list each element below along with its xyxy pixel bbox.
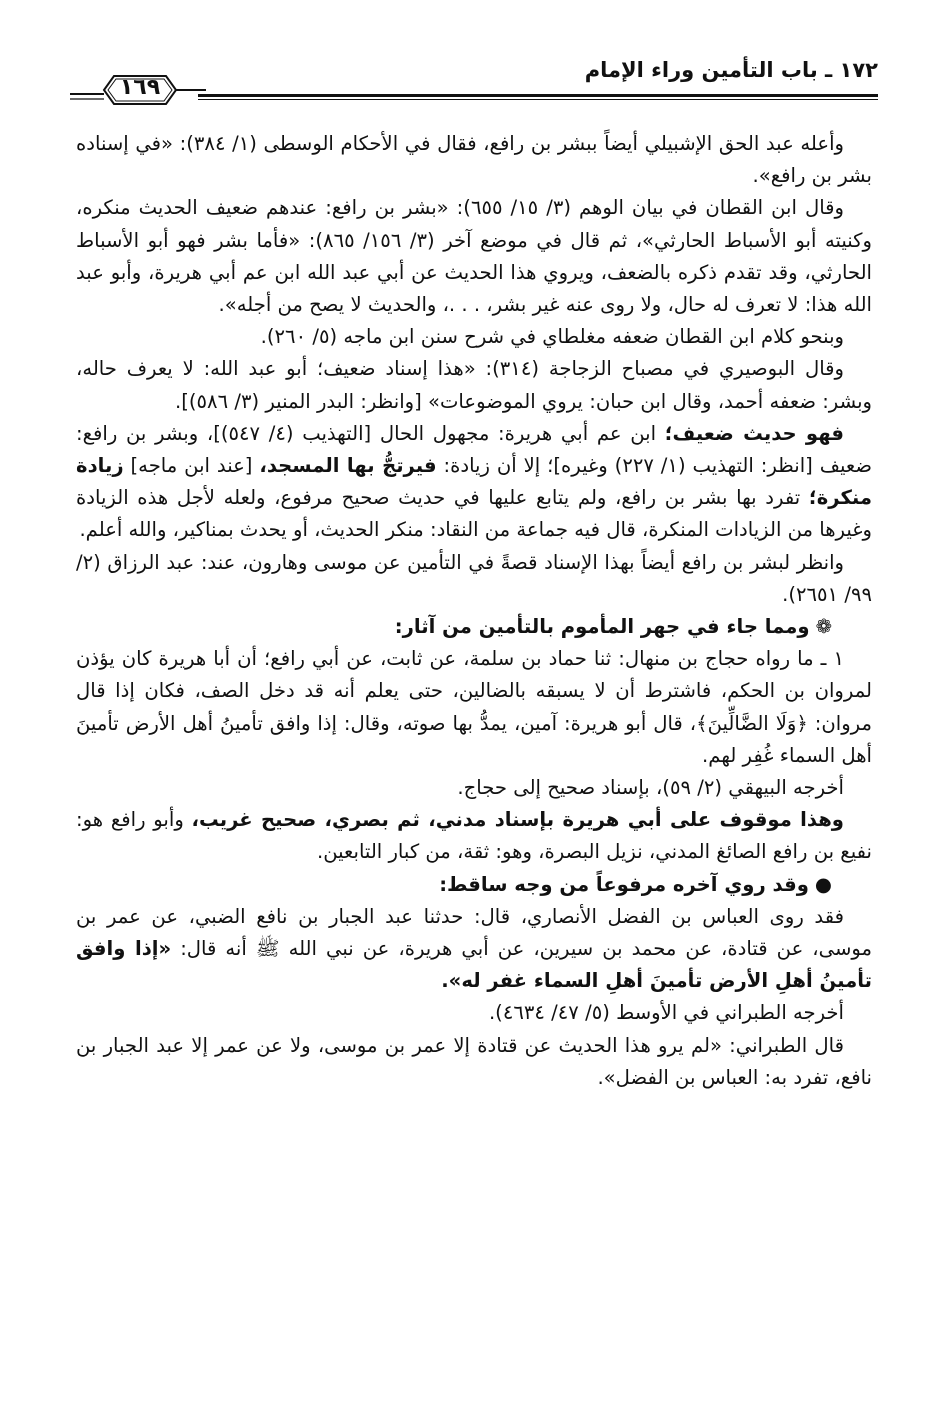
bold-phrase: زيادة منكرة؛ (76, 454, 872, 510)
text-run: ابن عم أبي هريرة: مجهول الحال [التهذيب (٤/ ٥٤٧)]، وبشر بن رافع: ضعيف [انظر: التهذيب (١/ ٢٢٧) وغيره]؛ إلا أن زيادة: (76, 421, 872, 478)
paragraph-verdict (76, 418, 872, 547)
header-rule-thin (198, 99, 878, 100)
paragraph: أخرجه الطبراني في الأوسط (٥/ ٤٧/ ٤٦٣٤). (488, 1001, 844, 1025)
paragraph: ١ ـ ما رواه حجاج بن منهال: ثنا حماد بن سلمة، عن ثابت، عن أبي رافع؛ أن أبا هريرة كان يؤذن لمروان بن الحكم، فاشترط أن لا يسبقه بالضالين، حتى يعلم أنه قد دخل الصف، فكان إذا قال مروان: ﴿وَلَا الضَّالِّينَ﴾، قال أبو هريرة: آمين، يمدُّ بها صوته، وقال: إذا وافق تأمينُ أهل الأرض تأمينَ أهل السماء غُفِر لهم. (76, 647, 872, 767)
paragraph: وقال ابن القطان في بيان الوهم (٣/ ١٥/ ٦٥٥): «بشر بن رافع: عندهم ضعيف الحديث منكره، وكنيته أبو الأسباط الحارثي»، ثم قال في موضع آخر (٣/ ١٥٦/ ٨٦٥): «فأما بشر فهو أبو الأسباط الحارثي، وقد تقدم ذكره بالضعف، ويروي هذا الحديث عن أبي عبد الله ابن عم أبي هريرة، وأبو عبد الله هذا: لا تعرف له حال، ولا روى عنه غير بشر، . . .، والحديث لا يصح من أجله». (76, 196, 872, 317)
bullet-icon: ● (814, 872, 832, 896)
running-title: ١٧٢ ـ باب التأمين وراء الإمام (584, 58, 878, 82)
paragraph: وقال البوصيري في مصباح الزجاجة (٣١٤): «هذا إسناد ضعيف؛ أبو عبد الله: لا يعرف حاله، وبشر: ضعفه أحمد، وقال ابن حبان: يروي الموضوعات» [وانظر: البدر المنير (٣/ ٥٨٦)]. (76, 357, 872, 413)
header-rule (198, 94, 878, 97)
paragraph: قال الطبراني: «لم يرو هذا الحديث عن قتادة إلا عمر بن موسى، ولا عن عمر إلا عبد الجبار بن نافع، تفرد به: العباس بن الفضل». (76, 1033, 872, 1089)
heading-text: وقد روي آخره مرفوعاً من وجه ساقط: (439, 872, 809, 896)
paragraph: وبنحو كلام ابن القطان ضعفه مغلطاي في شرح سنن ابن ماجه (٥/ ٢٦٠). (260, 325, 844, 349)
main-text (76, 128, 872, 1094)
page-number-ornament (70, 72, 206, 106)
heading-text: ومما جاء في جهر المأموم بالتأمين من آثار: (394, 615, 810, 639)
bold-phrase: «إذا وافق تأمينُ أهلِ الأرض تأمينَ أهلِ السماء غفر له». (76, 937, 872, 993)
page-header (70, 54, 878, 98)
paragraph-verdict (76, 804, 872, 868)
text-run: تفرد بها بشر بن رافع، ولم يتابع عليها في حديث صحيح مرفوع، ولعله لأجل هذه الزيادة وغيرها من الزيادات المنكرة، قال فيه جماعة من النقاد: منكر الحديث، أو يحدث بمناكير، والله أعلم. (76, 486, 872, 542)
flower-icon: ❁ (815, 615, 832, 639)
paragraph: وانظر لبشر بن رافع أيضاً بهذا الإسناد قصةً في التأمين عن موسى وهارون، عند: عبد الرزاق (٢/ ٩٩/ ٢٦٥١). (76, 550, 872, 606)
bold-phrase: وهذا موقوف على أبي هريرة بإسناد مدني، ثم بصري، صحيح غريب، (191, 808, 844, 832)
page-number: ١٦٩ (119, 75, 161, 100)
text-run: [عند ابن ماجه] (123, 454, 260, 478)
section-heading (76, 611, 872, 643)
text-run: وأبو رافع هو: نفيع بن رافع الصائغ المدني، نزيل البصرة، وهو: ثقة، من كبار التابعين. (76, 808, 872, 864)
paragraph (76, 901, 872, 998)
paragraph: وأعله عبد الحق الإشبيلي أيضاً ببشر بن رافع، فقال في الأحكام الوسطى (١/ ٣٨٤): «في إسناده بشر بن رافع». (76, 132, 872, 188)
paragraph: أخرجه البيهقي (٢/ ٥٩)، بإسناد صحيح إلى حجاج. (457, 776, 844, 800)
bold-phrase: فهو حديث ضعيف؛ (664, 421, 844, 445)
bold-phrase: فيرتجُّ بها المسجد، (259, 454, 437, 478)
text-run: فقد روى العباس بن الفضل الأنصاري، قال: حدثنا عبد الجبار بن نافع الضبي، عن عمر بن موسى، عن قتادة، عن محمد بن سيرين، عن أبي هريرة، عن نبي الله ﷺ أنه قال: (76, 904, 872, 961)
section-heading (76, 869, 872, 901)
